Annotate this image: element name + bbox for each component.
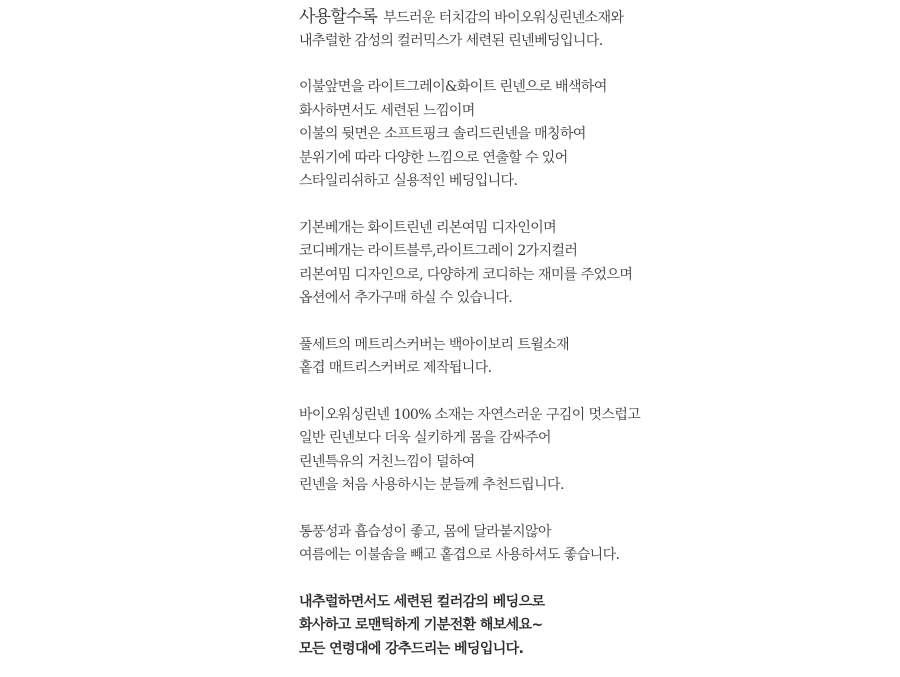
text-line: 이불의 뒷면은 소프트핑크 솔리드린넨을 매칭하여 <box>299 126 586 142</box>
intro-text: 부드러운 터치감의 바이오워싱린넨소재와 <box>383 10 624 26</box>
paragraph-spacer <box>299 53 859 76</box>
intro-line-1 <box>299 6 859 30</box>
text-line: 린넨을 처음 사용하시는 분들께 추천드립니다. <box>299 477 564 493</box>
paragraph-spacer <box>299 568 859 591</box>
paragraph-spacer <box>299 498 859 521</box>
text-line: 바이오워싱린넨 100% 소재는 자연스러운 구김이 멋스럽고 <box>299 406 641 423</box>
text-line: 풀세트의 메트리스커버는 백아이보리 트윌소재 <box>299 336 570 353</box>
text-line: 린넨특유의 거친느낌이 덜하여 <box>299 453 475 470</box>
text-line: 홑겹 매트리스커버로 제작됩니다. <box>299 360 492 376</box>
intro-line-2: 내추럴한 감성의 컬러믹스가 세련된 린넨베딩입니다. <box>299 32 603 49</box>
paragraph-spacer <box>299 381 859 404</box>
closing-statement <box>299 591 859 662</box>
paragraph-mattress-cover <box>299 334 859 381</box>
paragraph-spacer <box>299 194 859 217</box>
closing-line: 화사하고 로맨틱하게 기분전환 해보세요~ <box>299 617 543 633</box>
text-line: 여름에는 이불솜을 빼고 홑겹으로 사용하셔도 좋습니다. <box>299 547 620 563</box>
paragraph-spacer <box>299 311 859 334</box>
closing-line: 모든 연령대에 강추드리는 베딩입니다. <box>299 640 524 657</box>
closing-line: 내추럴하면서도 세련된 컬러감의 베딩으로 <box>299 593 545 610</box>
text-line: 일반 린넨보다 더욱 실키하게 몸을 감싸주어 <box>299 430 551 446</box>
intro-heading: 사용할수록 <box>299 7 378 27</box>
text-line: 기본베개는 화이트린넨 리본여밈 디자인이며 <box>299 219 557 236</box>
text-line: 코디베개는 라이트블루,라이트그레이 2가지컬러 <box>299 243 578 259</box>
text-line: 화사하면서도 세련된 느낌이며 <box>299 102 475 119</box>
text-line: 분위기에 따라 다양한 느낌으로 연출할 수 있어 <box>299 149 568 166</box>
paragraph-front-back <box>299 76 859 194</box>
text-line: 리본여밈 디자인으로, 다양하게 코디하는 재미를 주었으며 <box>299 266 633 283</box>
text-line: 이불앞면을 라이트그레이&화이트 린넨으로 배색하여 <box>299 79 607 95</box>
text-line: 옵션에서 추가구매 하실 수 있습니다. <box>299 290 513 306</box>
paragraph-summer <box>299 521 859 568</box>
paragraph-pillows <box>299 217 859 311</box>
paragraph-material <box>299 404 859 498</box>
text-line: 스타일리쉬하고 실용적인 베딩입니다. <box>299 173 518 189</box>
product-description <box>299 6 859 661</box>
text-line: 통풍성과 흡습성이 좋고, 몸에 달라붙지않아 <box>299 523 551 540</box>
